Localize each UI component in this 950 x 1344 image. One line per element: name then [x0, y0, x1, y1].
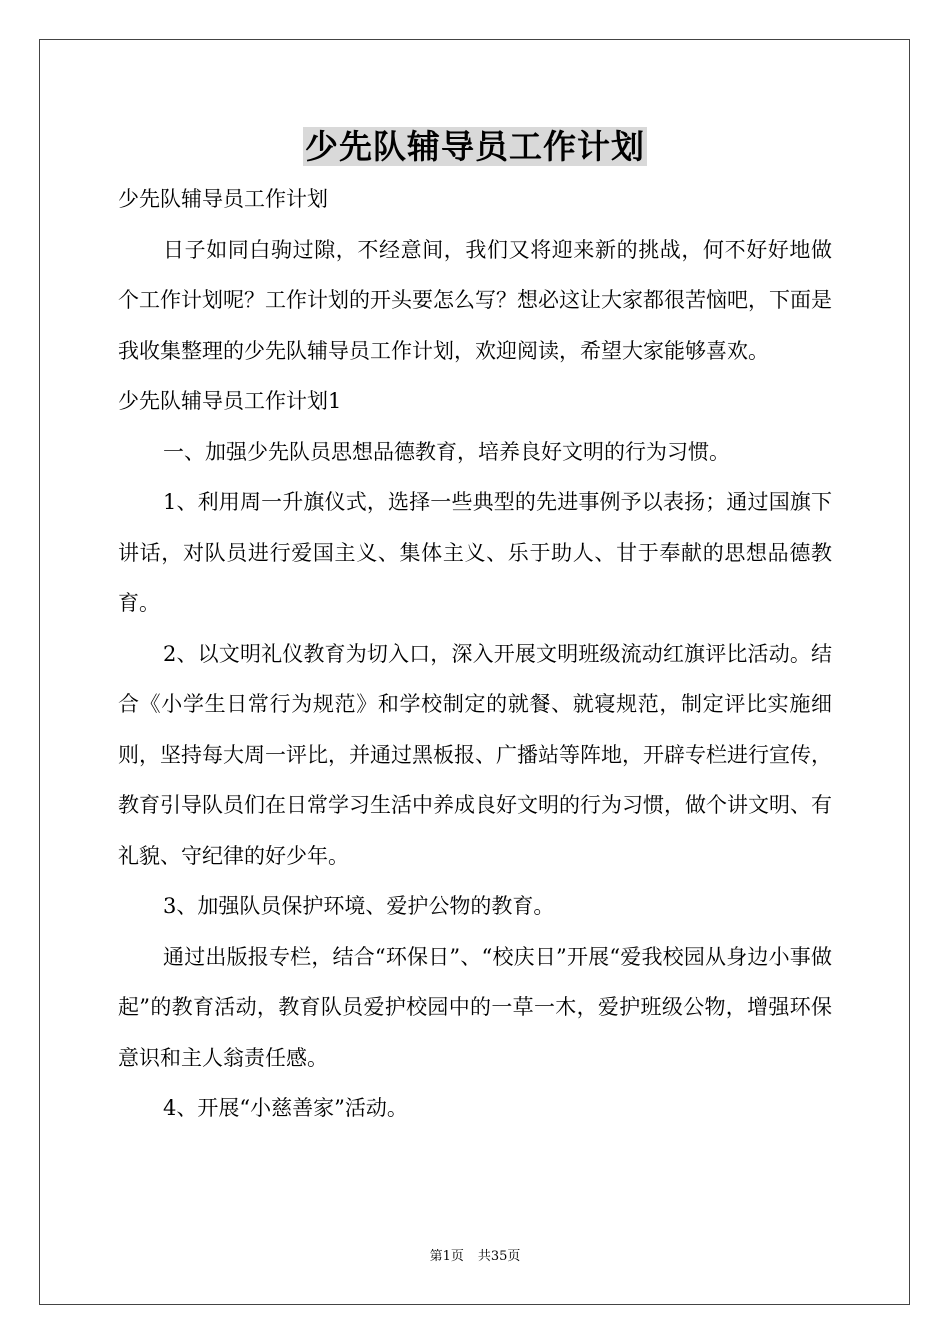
- paragraph: 1、利用周一升旗仪式，选择一些典型的先进事例予以表扬；通过国旗下讲话，对队员进行爱国主义、集体主义、乐于助人、甘于奉献的思想品德教育。: [118, 490, 832, 615]
- document-title: 少先队辅导员工作计划: [305, 127, 645, 166]
- page-footer: [0, 1249, 950, 1265]
- paragraph: 一、加强少先队员思想品德教育，培养良好文明的行为习惯。: [163, 439, 730, 464]
- paragraph: 少先队辅导员工作计划: [118, 187, 328, 211]
- paragraph: 4、开展“小慈善家”活动。: [163, 1096, 408, 1120]
- paragraph: 3、加强队员保护环境、爱护公物的教育。: [163, 894, 555, 918]
- document-body: [118, 174, 832, 1134]
- paragraph: 通过出版报专栏，结合“环保日”、“校庆日”开展“爱我校园从身边小事做起”的教育活动，教育队员爱护校园中的一草一木，爱护班级公物，增强环保意识和主人翁责任感。: [118, 944, 832, 1070]
- paragraph: 少先队辅导员工作计划1: [118, 389, 342, 413]
- paragraph: 日子如同白驹过隙，不经意间，我们又将迎来新的挑战，何不好好地做个工作计划呢？工作计划的开头要怎么写？想必这让大家都很苦恼吧，下面是我收集整理的少先队辅导员工作计划，欢迎阅读，希望大家能够喜欢。: [118, 237, 832, 363]
- page-total: 共35页: [477, 1249, 521, 1264]
- page-number: 第1页: [429, 1249, 464, 1264]
- paragraph: 2、以文明礼仪教育为切入口，深入开展文明班级流动红旗评比活动。结合《小学生日常行为规范》和学校制定的就餐、就寝规范，制定评比实施细则，坚持每大周一评比，并通过黑板报、广播站等阵地，开辟专栏进行宣传，教育引导队员们在日常学习生活中养成良好文明的行为习惯，做个讲文明、有礼貌、守纪律的好少年。: [118, 641, 832, 868]
- document-title-container: [0, 124, 950, 170]
